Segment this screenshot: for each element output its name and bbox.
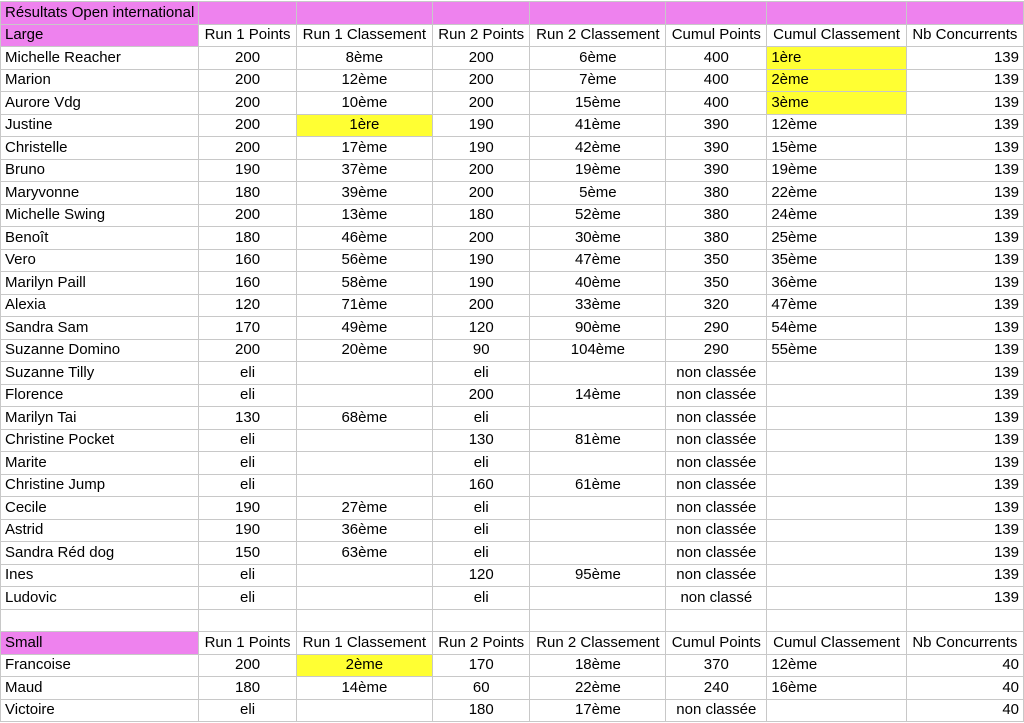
- cumul-rank-cell[interactable]: [767, 429, 906, 452]
- nb-competitors-cell[interactable]: 139: [906, 92, 1023, 115]
- nb-competitors-cell[interactable]: 139: [906, 542, 1023, 565]
- nb-competitors-cell[interactable]: 40: [906, 677, 1023, 700]
- cumul-rank-cell[interactable]: [767, 542, 906, 565]
- table-row: [1, 249, 1024, 272]
- run2-rank-cell[interactable]: [530, 587, 666, 610]
- run1-rank-cell[interactable]: 8ème: [296, 47, 432, 70]
- table-row: [1, 114, 1024, 137]
- cumul-points-cell[interactable]: non classée: [666, 497, 767, 520]
- table-row: [1, 339, 1024, 362]
- run1-points-cell[interactable]: eli: [199, 587, 297, 610]
- cumul-rank-cell[interactable]: [767, 407, 906, 430]
- run2-points-cell[interactable]: 60: [432, 677, 530, 700]
- run2-rank-cell[interactable]: 7ème: [530, 69, 666, 92]
- nb-competitors-cell[interactable]: 139: [906, 384, 1023, 407]
- run1-points-cell[interactable]: 160: [199, 272, 297, 295]
- competitor-name[interactable]: Francoise: [1, 654, 199, 677]
- nb-competitors-cell[interactable]: 139: [906, 294, 1023, 317]
- run1-rank-cell[interactable]: 71ème: [296, 294, 432, 317]
- table-row: [1, 47, 1024, 70]
- run2-points-cell[interactable]: eli: [432, 542, 530, 565]
- column-header[interactable]: Run 1 Points: [199, 632, 297, 655]
- empty-cell[interactable]: [767, 609, 906, 632]
- run2-points-cell[interactable]: 190: [432, 249, 530, 272]
- column-header[interactable]: Cumul Points: [666, 632, 767, 655]
- competitor-name[interactable]: Bruno: [1, 159, 199, 182]
- nb-competitors-cell[interactable]: 139: [906, 159, 1023, 182]
- competitor-name[interactable]: Christine Pocket: [1, 429, 199, 452]
- nb-competitors-cell[interactable]: 139: [906, 204, 1023, 227]
- cumul-rank-cell[interactable]: 54ème: [767, 317, 906, 340]
- nb-competitors-cell[interactable]: 139: [906, 137, 1023, 160]
- run2-rank-cell[interactable]: 95ème: [530, 564, 666, 587]
- empty-cell[interactable]: [296, 609, 432, 632]
- column-header[interactable]: Cumul Classement: [767, 632, 906, 655]
- table-row: [1, 654, 1024, 677]
- table-row: [1, 699, 1024, 722]
- run1-points-cell[interactable]: eli: [199, 452, 297, 475]
- run2-points-cell[interactable]: 190: [432, 137, 530, 160]
- competitor-name[interactable]: Sandra Sam: [1, 317, 199, 340]
- empty-cell[interactable]: [906, 609, 1023, 632]
- table-row: [1, 362, 1024, 385]
- run2-rank-cell[interactable]: 14ème: [530, 384, 666, 407]
- title-band-cell[interactable]: [296, 2, 432, 25]
- column-header[interactable]: Run 2 Points: [432, 632, 530, 655]
- cumul-rank-cell[interactable]: 36ème: [767, 272, 906, 295]
- run1-rank-cell[interactable]: 13ème: [296, 204, 432, 227]
- nb-competitors-cell[interactable]: 139: [906, 429, 1023, 452]
- category-label[interactable]: Large: [1, 24, 199, 47]
- results-spreadsheet: [0, 1, 1024, 722]
- competitor-name[interactable]: Cecile: [1, 497, 199, 520]
- run2-rank-cell[interactable]: [530, 452, 666, 475]
- run1-points-cell[interactable]: 180: [199, 677, 297, 700]
- nb-competitors-cell[interactable]: 139: [906, 114, 1023, 137]
- run2-points-cell[interactable]: 160: [432, 474, 530, 497]
- title-band-cell[interactable]: [906, 2, 1023, 25]
- column-header[interactable]: Run 2 Classement: [530, 632, 666, 655]
- run2-rank-cell[interactable]: 47ème: [530, 249, 666, 272]
- run2-points-cell[interactable]: 190: [432, 114, 530, 137]
- competitor-name[interactable]: Sandra Réd dog: [1, 542, 199, 565]
- nb-competitors-cell[interactable]: 139: [906, 339, 1023, 362]
- run1-rank-cell[interactable]: [296, 362, 432, 385]
- competitor-name[interactable]: Suzanne Tilly: [1, 362, 199, 385]
- run2-points-cell[interactable]: 90: [432, 339, 530, 362]
- column-header[interactable]: Nb Concurrents: [906, 24, 1023, 47]
- cumul-points-cell[interactable]: non classée: [666, 362, 767, 385]
- run1-rank-cell[interactable]: 2ème: [296, 654, 432, 677]
- cumul-rank-cell[interactable]: 1ère: [767, 47, 906, 70]
- cumul-points-cell[interactable]: non classée: [666, 429, 767, 452]
- column-header[interactable]: Cumul Points: [666, 24, 767, 47]
- title-row: [1, 2, 1024, 25]
- cumul-rank-cell[interactable]: 55ème: [767, 339, 906, 362]
- table-row: [1, 92, 1024, 115]
- competitor-name[interactable]: Marilyn Paill: [1, 272, 199, 295]
- competitor-name[interactable]: Benoît: [1, 227, 199, 250]
- run2-points-cell[interactable]: 130: [432, 429, 530, 452]
- cumul-rank-cell[interactable]: [767, 519, 906, 542]
- run2-rank-cell[interactable]: [530, 362, 666, 385]
- run2-rank-cell[interactable]: 104ème: [530, 339, 666, 362]
- blank-row: [1, 609, 1024, 632]
- cumul-points-cell[interactable]: 320: [666, 294, 767, 317]
- cumul-points-cell[interactable]: non classée: [666, 474, 767, 497]
- run2-rank-cell[interactable]: 61ème: [530, 474, 666, 497]
- competitor-name[interactable]: Maryvonne: [1, 182, 199, 205]
- table-row: [1, 227, 1024, 250]
- run2-points-cell[interactable]: eli: [432, 519, 530, 542]
- run1-rank-cell[interactable]: 37ème: [296, 159, 432, 182]
- nb-competitors-cell[interactable]: 139: [906, 362, 1023, 385]
- competitor-name[interactable]: Justine: [1, 114, 199, 137]
- nb-competitors-cell[interactable]: 139: [906, 452, 1023, 475]
- table-row: [1, 542, 1024, 565]
- cumul-points-cell[interactable]: non classée: [666, 407, 767, 430]
- table-row: [1, 519, 1024, 542]
- run2-points-cell[interactable]: 200: [432, 294, 530, 317]
- run1-points-cell[interactable]: eli: [199, 474, 297, 497]
- cumul-points-cell[interactable]: 400: [666, 92, 767, 115]
- run1-points-cell[interactable]: 200: [199, 654, 297, 677]
- run2-points-cell[interactable]: 180: [432, 699, 530, 722]
- run2-points-cell[interactable]: 190: [432, 272, 530, 295]
- table-row: [1, 294, 1024, 317]
- cumul-rank-cell[interactable]: 2ème: [767, 69, 906, 92]
- run2-rank-cell[interactable]: 33ème: [530, 294, 666, 317]
- column-header[interactable]: Run 2 Classement: [530, 24, 666, 47]
- run2-rank-cell[interactable]: [530, 407, 666, 430]
- run1-points-cell[interactable]: 180: [199, 227, 297, 250]
- run1-points-cell[interactable]: 200: [199, 137, 297, 160]
- run1-rank-cell[interactable]: [296, 384, 432, 407]
- cumul-points-cell[interactable]: 390: [666, 159, 767, 182]
- run1-rank-cell[interactable]: [296, 699, 432, 722]
- nb-competitors-cell[interactable]: 40: [906, 699, 1023, 722]
- cumul-points-cell[interactable]: non classée: [666, 542, 767, 565]
- run1-points-cell[interactable]: 200: [199, 47, 297, 70]
- run2-points-cell[interactable]: 180: [432, 204, 530, 227]
- run2-points-cell[interactable]: 120: [432, 317, 530, 340]
- cumul-points-cell[interactable]: 380: [666, 227, 767, 250]
- run2-rank-cell[interactable]: 17ème: [530, 699, 666, 722]
- nb-competitors-cell[interactable]: 139: [906, 272, 1023, 295]
- run1-rank-cell[interactable]: 46ème: [296, 227, 432, 250]
- run1-rank-cell[interactable]: 1ère: [296, 114, 432, 137]
- table-row: [1, 384, 1024, 407]
- table-row: [1, 407, 1024, 430]
- section-header-row: [1, 24, 1024, 47]
- competitor-name[interactable]: Marite: [1, 452, 199, 475]
- run1-points-cell[interactable]: eli: [199, 699, 297, 722]
- nb-competitors-cell[interactable]: 139: [906, 227, 1023, 250]
- cumul-points-cell[interactable]: 390: [666, 114, 767, 137]
- cumul-points-cell[interactable]: 240: [666, 677, 767, 700]
- cumul-points-cell[interactable]: non classée: [666, 564, 767, 587]
- competitor-name[interactable]: Astrid: [1, 519, 199, 542]
- nb-competitors-cell[interactable]: 139: [906, 407, 1023, 430]
- nb-competitors-cell[interactable]: 139: [906, 317, 1023, 340]
- section-header-row: [1, 632, 1024, 655]
- table-row: [1, 317, 1024, 340]
- competitor-name[interactable]: Aurore Vdg: [1, 92, 199, 115]
- run2-points-cell[interactable]: eli: [432, 587, 530, 610]
- table-row: [1, 452, 1024, 475]
- run1-points-cell[interactable]: eli: [199, 362, 297, 385]
- run1-rank-cell[interactable]: [296, 564, 432, 587]
- cumul-points-cell[interactable]: non classée: [666, 519, 767, 542]
- table-row: [1, 587, 1024, 610]
- run1-rank-cell[interactable]: 10ème: [296, 92, 432, 115]
- table-row: [1, 159, 1024, 182]
- run2-rank-cell[interactable]: [530, 542, 666, 565]
- run2-points-cell[interactable]: eli: [432, 407, 530, 430]
- competitor-name[interactable]: Marion: [1, 69, 199, 92]
- run2-points-cell[interactable]: 200: [432, 92, 530, 115]
- run1-rank-cell[interactable]: 20ème: [296, 339, 432, 362]
- category-label[interactable]: Small: [1, 632, 199, 655]
- cumul-rank-cell[interactable]: [767, 452, 906, 475]
- run1-points-cell[interactable]: 150: [199, 542, 297, 565]
- cumul-rank-cell[interactable]: 19ème: [767, 159, 906, 182]
- run1-points-cell[interactable]: 160: [199, 249, 297, 272]
- cumul-rank-cell[interactable]: [767, 564, 906, 587]
- run2-rank-cell[interactable]: 30ème: [530, 227, 666, 250]
- cumul-points-cell[interactable]: 400: [666, 47, 767, 70]
- cumul-rank-cell[interactable]: [767, 699, 906, 722]
- run2-rank-cell[interactable]: [530, 497, 666, 520]
- run1-rank-cell[interactable]: 58ème: [296, 272, 432, 295]
- run2-points-cell[interactable]: eli: [432, 497, 530, 520]
- table-row: [1, 429, 1024, 452]
- empty-cell[interactable]: [530, 609, 666, 632]
- column-header[interactable]: Nb Concurrents: [906, 632, 1023, 655]
- run2-points-cell[interactable]: 200: [432, 384, 530, 407]
- column-header[interactable]: Run 1 Points: [199, 24, 297, 47]
- run1-points-cell[interactable]: eli: [199, 384, 297, 407]
- column-header[interactable]: Run 1 Classement: [296, 632, 432, 655]
- run2-points-cell[interactable]: 200: [432, 227, 530, 250]
- run1-points-cell[interactable]: 180: [199, 182, 297, 205]
- cumul-points-cell[interactable]: 350: [666, 249, 767, 272]
- nb-competitors-cell[interactable]: 139: [906, 182, 1023, 205]
- run2-rank-cell[interactable]: 41ème: [530, 114, 666, 137]
- nb-competitors-cell[interactable]: 139: [906, 497, 1023, 520]
- cumul-rank-cell[interactable]: 3ème: [767, 92, 906, 115]
- nb-competitors-cell[interactable]: 139: [906, 47, 1023, 70]
- run2-rank-cell[interactable]: 40ème: [530, 272, 666, 295]
- nb-competitors-cell[interactable]: 139: [906, 69, 1023, 92]
- run1-points-cell[interactable]: 190: [199, 519, 297, 542]
- run2-rank-cell[interactable]: 6ème: [530, 47, 666, 70]
- title-band-cell[interactable]: [666, 2, 767, 25]
- empty-cell[interactable]: [666, 609, 767, 632]
- cumul-points-cell[interactable]: 390: [666, 137, 767, 160]
- run2-rank-cell[interactable]: 22ème: [530, 677, 666, 700]
- cumul-rank-cell[interactable]: 15ème: [767, 137, 906, 160]
- run1-points-cell[interactable]: 200: [199, 114, 297, 137]
- cumul-rank-cell[interactable]: [767, 474, 906, 497]
- sheet-title[interactable]: Résultats Open international: [1, 2, 199, 25]
- title-band-cell[interactable]: [199, 2, 297, 25]
- cumul-points-cell[interactable]: 350: [666, 272, 767, 295]
- run1-points-cell[interactable]: 200: [199, 92, 297, 115]
- cumul-rank-cell[interactable]: 16ème: [767, 677, 906, 700]
- cumul-rank-cell[interactable]: 12ème: [767, 114, 906, 137]
- table-row: [1, 69, 1024, 92]
- cumul-points-cell[interactable]: 370: [666, 654, 767, 677]
- run2-points-cell[interactable]: eli: [432, 452, 530, 475]
- run2-points-cell[interactable]: 120: [432, 564, 530, 587]
- cumul-rank-cell[interactable]: 47ème: [767, 294, 906, 317]
- table-row: [1, 272, 1024, 295]
- cumul-points-cell[interactable]: 290: [666, 339, 767, 362]
- competitor-name[interactable]: Victoire: [1, 699, 199, 722]
- table-row: [1, 137, 1024, 160]
- cumul-rank-cell[interactable]: [767, 362, 906, 385]
- title-band-cell[interactable]: [767, 2, 906, 25]
- run1-rank-cell[interactable]: [296, 474, 432, 497]
- cumul-rank-cell[interactable]: 22ème: [767, 182, 906, 205]
- cumul-rank-cell[interactable]: 35ème: [767, 249, 906, 272]
- competitor-name[interactable]: Michelle Reacher: [1, 47, 199, 70]
- run1-rank-cell[interactable]: 36ème: [296, 519, 432, 542]
- cumul-rank-cell[interactable]: [767, 587, 906, 610]
- run1-rank-cell[interactable]: 14ème: [296, 677, 432, 700]
- title-band-cell[interactable]: [432, 2, 530, 25]
- cumul-points-cell[interactable]: non classée: [666, 452, 767, 475]
- competitor-name[interactable]: Christine Jump: [1, 474, 199, 497]
- run1-points-cell[interactable]: eli: [199, 564, 297, 587]
- run1-points-cell[interactable]: 130: [199, 407, 297, 430]
- table-row: [1, 182, 1024, 205]
- cumul-points-cell[interactable]: 380: [666, 182, 767, 205]
- column-header[interactable]: Run 2 Points: [432, 24, 530, 47]
- competitor-name[interactable]: Marilyn Tai: [1, 407, 199, 430]
- table-row: [1, 204, 1024, 227]
- cumul-points-cell[interactable]: non classé: [666, 587, 767, 610]
- run2-rank-cell[interactable]: [530, 519, 666, 542]
- run1-points-cell[interactable]: 200: [199, 204, 297, 227]
- nb-competitors-cell[interactable]: 139: [906, 519, 1023, 542]
- competitor-name[interactable]: Christelle: [1, 137, 199, 160]
- run1-rank-cell[interactable]: [296, 429, 432, 452]
- run1-rank-cell[interactable]: [296, 587, 432, 610]
- competitor-name[interactable]: Maud: [1, 677, 199, 700]
- table-row: [1, 677, 1024, 700]
- title-band-cell[interactable]: [530, 2, 666, 25]
- run1-rank-cell[interactable]: 27ème: [296, 497, 432, 520]
- cumul-rank-cell[interactable]: [767, 384, 906, 407]
- column-header[interactable]: Cumul Classement: [767, 24, 906, 47]
- competitor-name[interactable]: Alexia: [1, 294, 199, 317]
- empty-cell[interactable]: [199, 609, 297, 632]
- cumul-points-cell[interactable]: 380: [666, 204, 767, 227]
- cumul-rank-cell[interactable]: 25ème: [767, 227, 906, 250]
- table-row: [1, 474, 1024, 497]
- nb-competitors-cell[interactable]: 139: [906, 249, 1023, 272]
- run2-rank-cell[interactable]: 52ème: [530, 204, 666, 227]
- nb-competitors-cell[interactable]: 139: [906, 587, 1023, 610]
- run1-points-cell[interactable]: 200: [199, 69, 297, 92]
- run1-points-cell[interactable]: 170: [199, 317, 297, 340]
- nb-competitors-cell[interactable]: 40: [906, 654, 1023, 677]
- competitor-name[interactable]: Florence: [1, 384, 199, 407]
- run2-rank-cell[interactable]: 90ème: [530, 317, 666, 340]
- run2-rank-cell[interactable]: 18ème: [530, 654, 666, 677]
- run1-rank-cell[interactable]: 12ème: [296, 69, 432, 92]
- run1-rank-cell[interactable]: 68ème: [296, 407, 432, 430]
- cumul-points-cell[interactable]: 290: [666, 317, 767, 340]
- cumul-rank-cell[interactable]: 12ème: [767, 654, 906, 677]
- competitor-name[interactable]: Ludovic: [1, 587, 199, 610]
- competitor-name[interactable]: Suzanne Domino: [1, 339, 199, 362]
- run2-rank-cell[interactable]: 19ème: [530, 159, 666, 182]
- empty-cell[interactable]: [432, 609, 530, 632]
- run2-rank-cell[interactable]: 5ème: [530, 182, 666, 205]
- run1-rank-cell[interactable]: 63ème: [296, 542, 432, 565]
- run1-rank-cell[interactable]: 49ème: [296, 317, 432, 340]
- run2-points-cell[interactable]: 170: [432, 654, 530, 677]
- run1-rank-cell[interactable]: 39ème: [296, 182, 432, 205]
- nb-competitors-cell[interactable]: 139: [906, 474, 1023, 497]
- run1-points-cell[interactable]: eli: [199, 429, 297, 452]
- run2-points-cell[interactable]: 200: [432, 182, 530, 205]
- table-row: [1, 564, 1024, 587]
- run1-points-cell[interactable]: 190: [199, 497, 297, 520]
- run2-rank-cell[interactable]: 42ème: [530, 137, 666, 160]
- empty-cell[interactable]: [1, 609, 199, 632]
- column-header[interactable]: Run 1 Classement: [296, 24, 432, 47]
- competitor-name[interactable]: Vero: [1, 249, 199, 272]
- competitor-name[interactable]: Michelle Swing: [1, 204, 199, 227]
- run1-points-cell[interactable]: 120: [199, 294, 297, 317]
- cumul-points-cell[interactable]: non classée: [666, 384, 767, 407]
- cumul-rank-cell[interactable]: [767, 497, 906, 520]
- cumul-points-cell[interactable]: 400: [666, 69, 767, 92]
- run2-rank-cell[interactable]: 15ème: [530, 92, 666, 115]
- run2-rank-cell[interactable]: 81ème: [530, 429, 666, 452]
- nb-competitors-cell[interactable]: 139: [906, 564, 1023, 587]
- run1-rank-cell[interactable]: [296, 452, 432, 475]
- table-row: [1, 497, 1024, 520]
- run1-rank-cell[interactable]: 17ème: [296, 137, 432, 160]
- run2-points-cell[interactable]: 200: [432, 69, 530, 92]
- run2-points-cell[interactable]: 200: [432, 47, 530, 70]
- competitor-name[interactable]: Ines: [1, 564, 199, 587]
- run1-points-cell[interactable]: 190: [199, 159, 297, 182]
- run2-points-cell[interactable]: eli: [432, 362, 530, 385]
- cumul-points-cell[interactable]: non classée: [666, 699, 767, 722]
- cumul-rank-cell[interactable]: 24ème: [767, 204, 906, 227]
- run1-points-cell[interactable]: 200: [199, 339, 297, 362]
- run1-rank-cell[interactable]: 56ème: [296, 249, 432, 272]
- run2-points-cell[interactable]: 200: [432, 159, 530, 182]
